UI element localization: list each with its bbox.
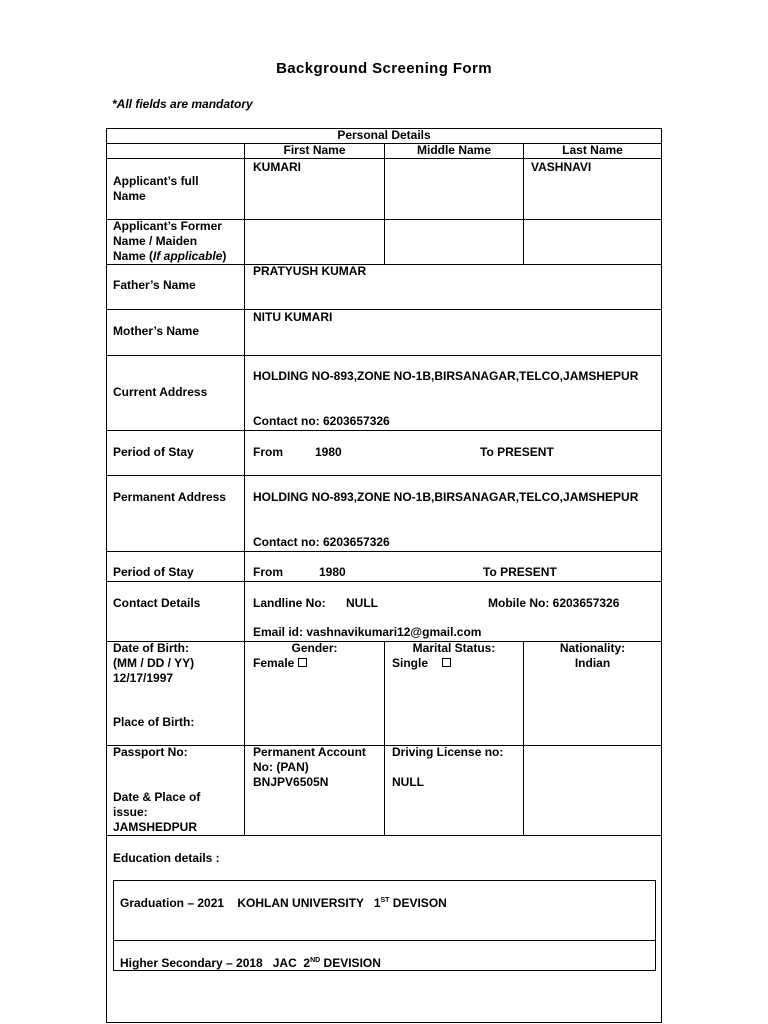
mobile-number[interactable]: Mobile No: 6203657326 <box>488 596 620 610</box>
label-permanent-address: Permanent Address <box>113 490 226 504</box>
label-pan-line1: Permanent Account <box>253 745 366 759</box>
label-pan-line2: No: (PAN) <box>253 760 309 774</box>
label-former-name: Applicant’s Former Name / Maiden Name (If applicable) <box>113 219 227 263</box>
permanent-address-value[interactable]: HOLDING NO-893,ZONE NO-1B,BIRSANAGAR,TELCO,JAMSHEPUR <box>253 490 639 504</box>
section-personal-details: Personal Details <box>337 128 431 142</box>
col-first-name: First Name <box>283 143 346 157</box>
landline-value[interactable]: NULL <box>346 596 378 610</box>
gender-field[interactable] <box>253 656 307 671</box>
label-date-of-birth: Date of Birth: <box>113 641 189 655</box>
label-issue-line2: issue: <box>113 805 148 819</box>
label-education-details: Education details : <box>113 851 220 865</box>
permanent-address-contact[interactable]: Contact no: 6203657326 <box>253 535 390 549</box>
driving-license-value[interactable]: NULL <box>392 775 424 789</box>
stay-permanent-from-value[interactable]: 1980 <box>319 565 346 579</box>
father-name-value[interactable]: PRATYUSH KUMAR <box>253 264 367 278</box>
checkbox-icon[interactable] <box>442 658 451 667</box>
dob-value[interactable]: 12/17/1997 <box>113 671 174 685</box>
marital-value: Single <box>392 656 429 670</box>
issue-place-value[interactable]: JAMSHEDPUR <box>113 820 198 834</box>
label-gender: Gender: <box>291 641 338 655</box>
dob-format: (MM / DD / YY) <box>113 656 195 670</box>
pan-value[interactable]: BNJPV6505N <box>253 775 329 789</box>
stay-current-from-label: From <box>253 445 283 459</box>
form-title: Background Screening Form <box>276 60 492 77</box>
label-period-of-stay-current: Period of Stay <box>113 445 194 459</box>
marital-field[interactable] <box>392 656 451 671</box>
applicant-last-name[interactable]: VASHNAVI <box>531 160 592 174</box>
label-place-of-birth: Place of Birth: <box>113 715 195 729</box>
label-mother-name: Mother’s Name <box>113 324 200 338</box>
applicant-first-name[interactable]: KUMARI <box>253 160 301 174</box>
stay-current-to-value[interactable]: To PRESENT <box>480 445 554 459</box>
label-passport-no: Passport No: <box>113 745 188 759</box>
stay-permanent-from-label: From <box>253 565 283 579</box>
label-marital-status: Marital Status: <box>412 641 496 655</box>
label-nationality: Nationality: <box>559 641 626 655</box>
nationality-value[interactable]: Indian <box>574 656 611 670</box>
label-period-of-stay-permanent: Period of Stay <box>113 565 194 579</box>
gender-value: Female <box>253 656 295 670</box>
email-id[interactable]: Email id: vashnavikumari12@gmail.com <box>253 625 482 639</box>
label-driving-license: Driving License no: <box>392 745 504 759</box>
landline-label: Landline No: <box>253 596 326 610</box>
label-father-name: Father’s Name <box>113 278 196 292</box>
stay-permanent-to-value[interactable]: To PRESENT <box>483 565 557 579</box>
label-applicant-full-name: Applicant’s full Name <box>113 174 199 203</box>
label-current-address: Current Address <box>113 385 208 399</box>
mandatory-note: *All fields are mandatory <box>112 97 253 111</box>
current-address-contact[interactable]: Contact no: 6203657326 <box>253 414 390 428</box>
stay-current-from-value[interactable]: 1980 <box>315 445 342 459</box>
col-middle-name: Middle Name <box>416 143 491 157</box>
label-issue-line1: Date & Place of <box>113 790 201 804</box>
col-last-name: Last Name <box>562 143 623 157</box>
current-address-value[interactable]: HOLDING NO-893,ZONE NO-1B,BIRSANAGAR,TELCO,JAMSHEPUR <box>253 369 639 383</box>
education-graduation[interactable]: Graduation – 2021 KOHLAN UNIVERSITY 1ST DEVISON <box>120 896 447 910</box>
label-contact-details: Contact Details <box>113 596 201 610</box>
education-higher-secondary[interactable]: Higher Secondary – 2018 JAC 2ND DEVISION <box>120 956 381 970</box>
checkbox-icon[interactable] <box>298 658 307 667</box>
mother-name-value[interactable]: NITU KUMARI <box>253 310 333 324</box>
